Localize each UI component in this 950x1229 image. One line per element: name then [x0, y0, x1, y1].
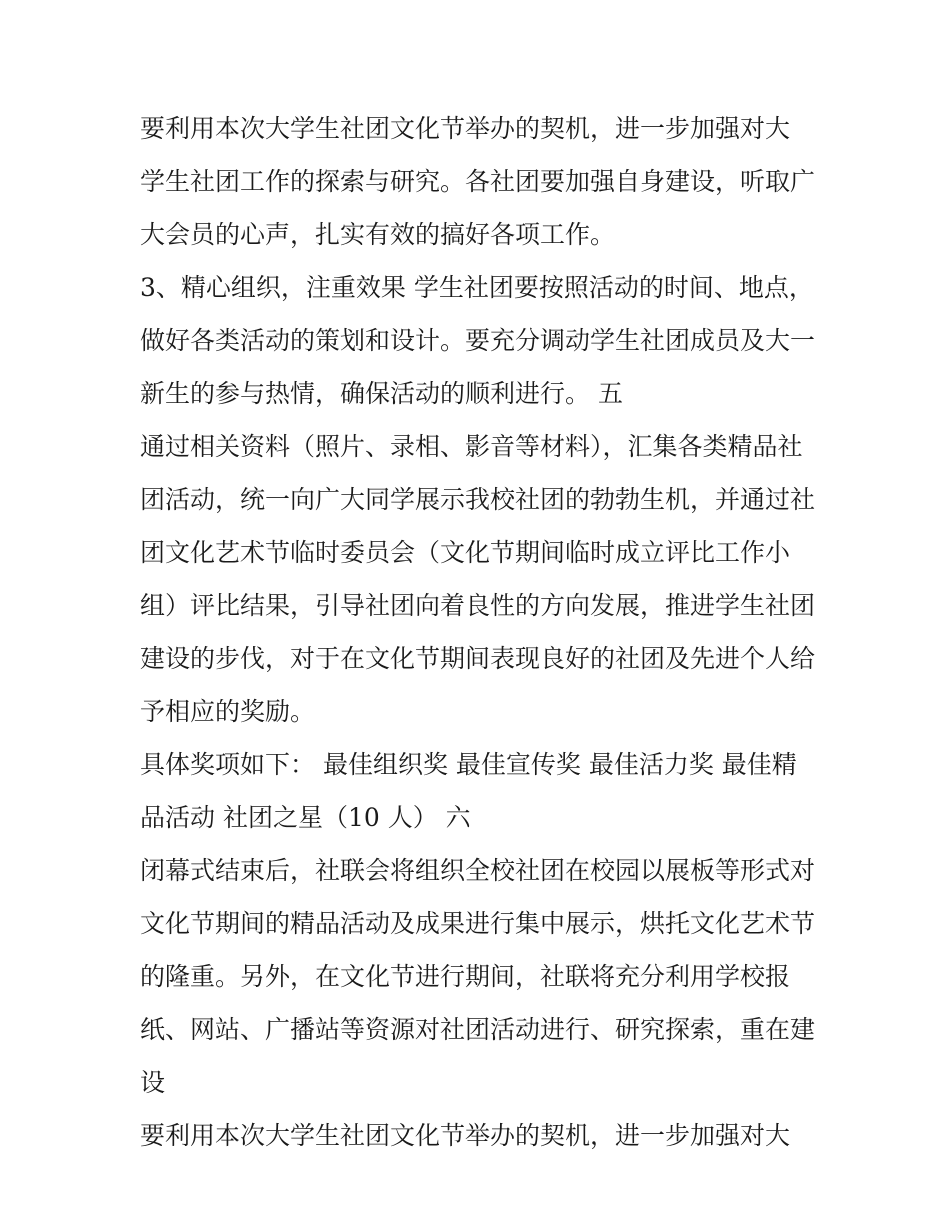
text-line: 大会员的心声，扎实有效的搞好各项工作。: [140, 220, 616, 249]
text-line: 文化节期间的精品活动及成果进行集中展示，烘托文化艺术节: [140, 909, 816, 938]
text-line: 通过相关资料（照片、录相、影音等材料），汇集各类精品社: [140, 432, 803, 461]
text-line: 3、精心组织，注重效果 学生社团要按照活动的时间、地点，: [140, 273, 814, 302]
text-line: 予相应的奖励。: [140, 697, 316, 726]
text-line: 建设的步伐，对于在文化节期间表现良好的社团及先进个人给: [140, 644, 816, 673]
text-line: 要利用本次大学生社团文化节举办的契机，进一步加强对大: [140, 1121, 791, 1150]
text-line: 组）评比结果，引导社团向着良性的方向发展，推进学生社团: [140, 591, 816, 620]
text-line: 品活动 社团之星（10 人） 六: [140, 803, 471, 832]
text-line: 要利用本次大学生社团文化节举办的契机，进一步加强对大: [140, 114, 791, 143]
text-line: 闭幕式结束后，社联会将组织全校社团在校园以展板等形式对: [140, 856, 816, 885]
text-line: 的隆重。另外，在文化节进行期间，社联将充分利用学校报: [140, 962, 791, 991]
text-line: 新生的参与热情，确保活动的顺利进行。 五: [140, 379, 623, 408]
text-line: 纸、网站、广播站等资源对社团活动进行、研究探索，重在建: [140, 1015, 816, 1044]
text-line: 设: [140, 1068, 166, 1097]
text-line: 团文化艺术节临时委员会（文化节期间临时成立评比工作小: [140, 538, 791, 567]
text-line: 团活动，统一向广大同学展示我校社团的勃勃生机，并通过社: [140, 485, 816, 514]
text-line: 做好各类活动的策划和设计。要充分调动学生社团成员及大一: [140, 326, 816, 355]
text-line: 学生社团工作的探索与研究。各社团要加强自身建设，听取广: [140, 167, 816, 196]
document-body: [140, 102, 815, 1162]
text-line: 具体奖项如下： 最佳组织奖 最佳宣传奖 最佳活力奖 最佳精: [140, 750, 797, 779]
